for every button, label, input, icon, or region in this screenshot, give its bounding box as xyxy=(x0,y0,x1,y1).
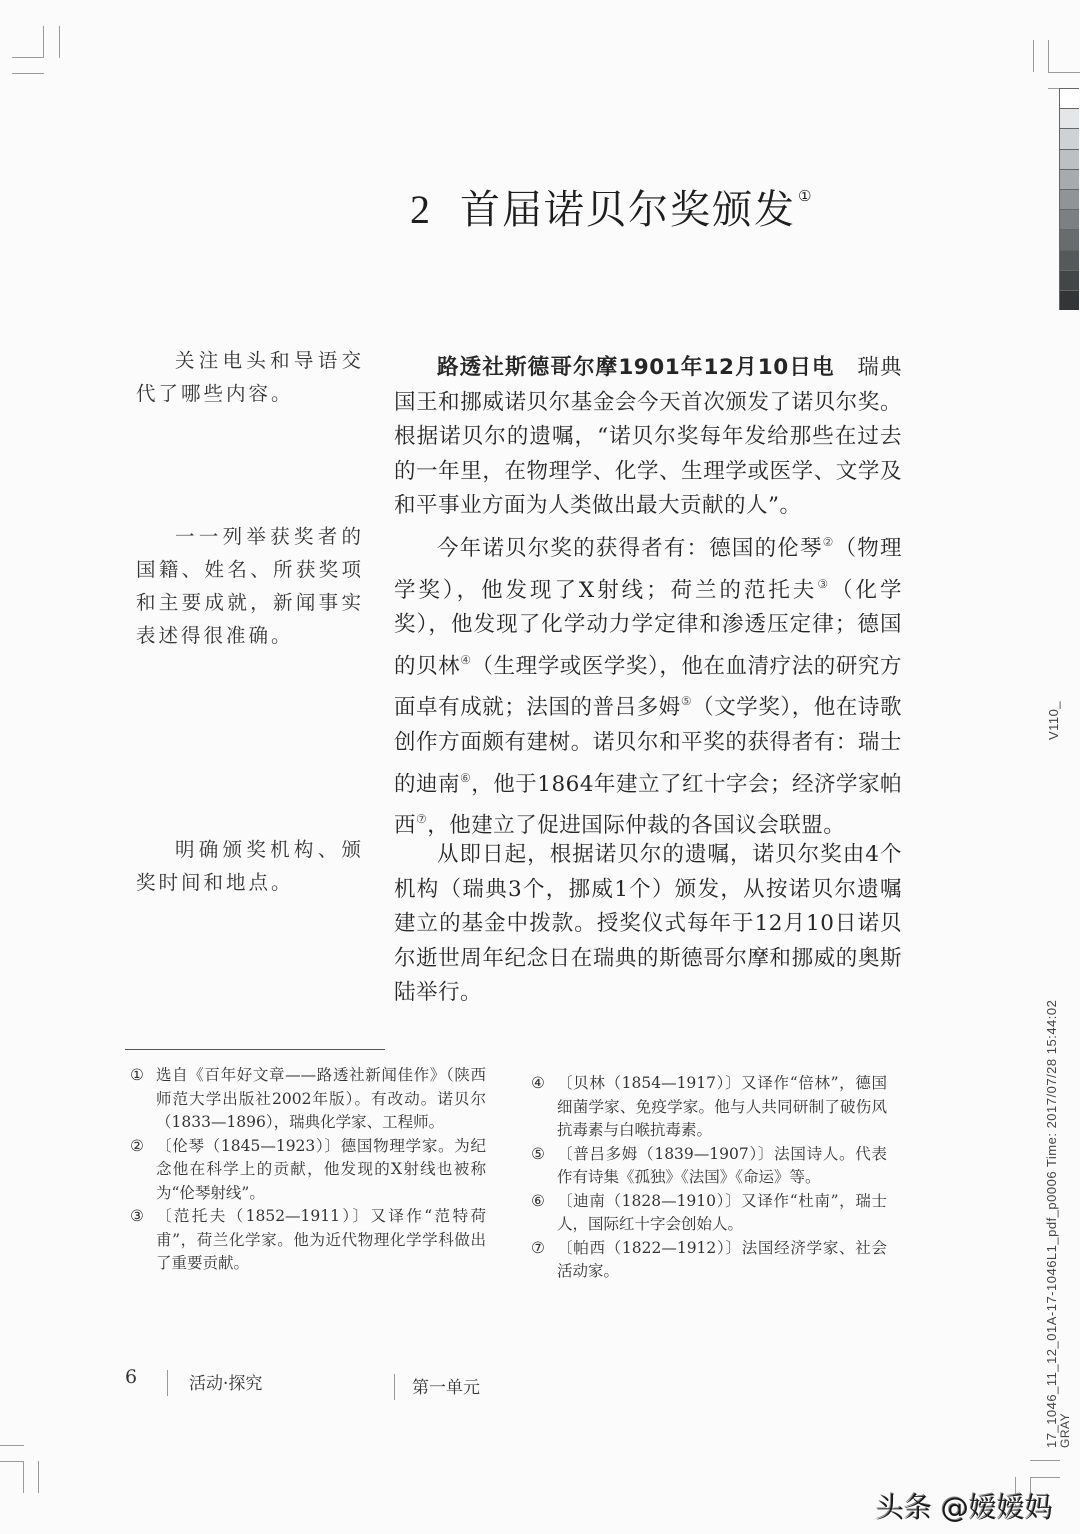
article-paragraph-3 xyxy=(394,838,902,1011)
footnote-ref: ② xyxy=(822,535,835,549)
footer-section: 活动·探究 xyxy=(189,1374,263,1394)
article-paragraph-1 xyxy=(394,351,902,524)
paragraph-text: 从即日起，根据诺贝尔的遗嘱，诺贝尔奖由4个机构（瑞典3个，挪威1个）颁发，从按诺贝尔遗嘱建立的基金中拨款。授奖仪式每年于12月10日诺贝尔逝世周年纪念日在瑞典的斯德哥尔摩和挪威的奥斯陆举行。 xyxy=(394,842,902,1006)
text-segment: （物理学奖），他发现了X射线；荷兰的范托夫 xyxy=(394,536,902,603)
footer-separator xyxy=(394,1374,395,1400)
footnote-text: 〔普吕多姆（1839—1907）〕法国诗人。代表作有诗集《孤独》《法国》《命运》等。 xyxy=(557,1144,887,1186)
text-segment: （化学奖），他发现了化学动力学定律和渗透压定律；德国的贝林 xyxy=(394,577,902,679)
footnote-text: 〔范托夫（1852—1911）〕又译作“范特荷甫”，荷兰化学家。他为近代物理化学学科做出了重要贡献。 xyxy=(156,1207,486,1272)
footnote-7 xyxy=(531,1237,887,1284)
page-title xyxy=(410,178,813,235)
lead-text: 瑞典国王和挪威诺贝尔基金会今天首次颁发了诺贝尔奖。根据诺贝尔的遗嘱，“诺贝尔奖每年发给那些在过去的一年里，在物理学、化学、生理学或医学、文学及和平事业方面为人类做出最大贡献的人”。 xyxy=(394,355,902,519)
footnote-text: 〔帕西（1822—1912）〕法国经济学家、社会活动家。 xyxy=(557,1238,887,1280)
article-paragraph-2 xyxy=(394,525,902,844)
crop-mark xyxy=(1048,72,1080,73)
text-segment: ，他于1864年建立了红十字会；经济学家帕西 xyxy=(394,771,902,839)
footnote-5 xyxy=(531,1143,887,1190)
watermark: 头条 @嫒嫒妈 xyxy=(876,1491,1053,1524)
text-segment: （文学奖），他在诗歌创作方面颇有建树。诺贝尔和平奖的获得者有：瑞士的迪南 xyxy=(394,695,902,797)
footer-unit: 第一单元 xyxy=(412,1378,480,1398)
footnote-3 xyxy=(130,1205,486,1276)
crop-mark xyxy=(0,1445,24,1446)
footnote-mark: ④ xyxy=(531,1074,545,1092)
color-mode-label: GRAY xyxy=(1058,1412,1072,1448)
crop-mark xyxy=(43,26,44,58)
text-segment: ，他建立了促进国际仲裁的各国议会联盟。 xyxy=(427,813,846,839)
footnote-text: 〔迪南（1828—1910）〕又译作“杜南”，瑞士人，国际红十字会创始人。 xyxy=(557,1191,887,1233)
footer-separator xyxy=(167,1370,168,1396)
footnote-text: 〔贝林（1854—1917）〕又译作“倍林”，德国细菌学家、免疫学家。他与人共同研制了破伤风抗毒素与白喉抗毒素。 xyxy=(557,1074,887,1139)
dateline: 路透社斯德哥尔摩1901年12月10日电 xyxy=(437,355,835,380)
margin-note-2: 一一列举获奖者的国籍、姓名、所获奖项和主要成就，新闻事实表述得很准确。 xyxy=(136,525,364,647)
title-text: 首届诺贝尔奖颁发 xyxy=(460,187,796,233)
crop-mark xyxy=(1030,1460,1060,1461)
footnote-ref: ⑤ xyxy=(680,694,693,709)
footnote-ref: ③ xyxy=(817,576,832,591)
crop-mark xyxy=(1048,40,1049,72)
lesson-number: 2 xyxy=(410,187,432,232)
grayscale-calibration-bar xyxy=(1059,88,1079,310)
footnote-mark: ③ xyxy=(130,1207,144,1225)
footnote-mark: ① xyxy=(130,1066,144,1084)
crop-mark xyxy=(12,57,44,58)
footnote-1 xyxy=(130,1064,486,1135)
crop-mark xyxy=(23,1461,24,1493)
crop-mark xyxy=(1030,1477,1060,1478)
crop-mark xyxy=(0,1461,24,1462)
text-segment: （生理学或医学奖），他在血清疗法的研究方面卓有成就；法国的普吕多姆 xyxy=(394,653,902,721)
footnote-mark: ⑤ xyxy=(531,1144,545,1163)
footnote-2 xyxy=(130,1135,486,1206)
crop-mark xyxy=(1033,40,1034,72)
version-label: V110_ xyxy=(1046,700,1061,740)
footnote-4 xyxy=(531,1072,887,1143)
margin-note-1: 关注电头和导语交代了哪些内容。 xyxy=(136,349,364,405)
crop-mark xyxy=(38,1461,39,1493)
text-segment: 今年诺贝尔奖的获得者有：德国的伦琴 xyxy=(437,536,823,561)
footnotes-left xyxy=(130,1064,486,1276)
crop-mark xyxy=(59,26,60,58)
footnote-divider xyxy=(125,1049,385,1050)
footnote-text: 选自《百年好文章——路透社新闻佳作》（陕西师范大学出版社2002年版）。有改动。诺贝尔（1833—1896），瑞典化学家、工程师。 xyxy=(156,1066,486,1131)
footnote-ref: ⑦ xyxy=(416,812,428,827)
footnote-mark: ⑦ xyxy=(531,1238,545,1257)
margin-note-3: 明确颁奖机构、颁奖时间和地点。 xyxy=(136,838,364,894)
footnote-mark: ② xyxy=(130,1136,144,1155)
footnote-text: 〔伦琴（1845—1923）〕德国物理学家。为纪念他在科学上的贡献，他发现的X射线也被称为“伦琴射线”。 xyxy=(156,1136,486,1202)
crop-mark xyxy=(12,73,44,74)
print-file-info: 17_1046_11_12_01A-17-1046L1_pdf_p0006 Time: 2017/07/28 15:44:02 xyxy=(1044,999,1059,1448)
footnote-ref: ⑥ xyxy=(460,770,472,785)
footnote-mark: ⑥ xyxy=(531,1191,545,1210)
page-number: 6 xyxy=(125,1366,138,1388)
footnote-6 xyxy=(531,1190,887,1237)
footnote-ref: ① xyxy=(798,187,814,205)
footnotes-right xyxy=(531,1072,887,1284)
footnote-ref: ④ xyxy=(460,652,472,667)
